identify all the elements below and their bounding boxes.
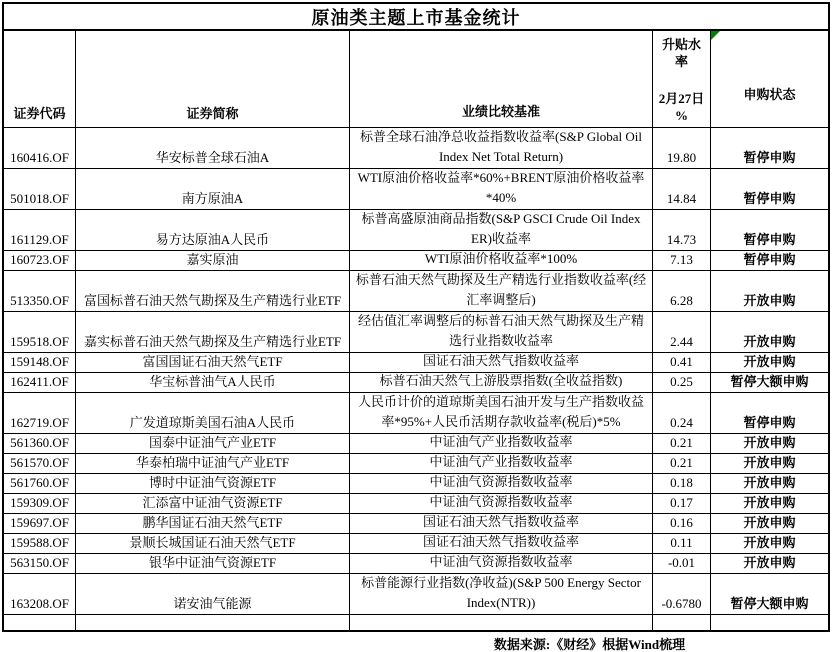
cell-premium: [653, 534, 711, 553]
cell-benchmark-text: WTI原油价格收益率*100%: [424, 251, 578, 266]
cell-name: [76, 474, 350, 493]
cell-status: [711, 128, 828, 168]
cell-status: [711, 574, 828, 614]
cell-premium: [653, 128, 711, 168]
cell-premium-text: 0.17: [670, 495, 693, 510]
cell-premium-text: 0.41: [670, 354, 693, 369]
cell-premium-text: 0.21: [670, 435, 693, 450]
cell-benchmark-text: 标普能源行业指数(净收益)(S&P 500 Energy Sector Index(NTR)): [361, 575, 641, 610]
cell-benchmark: [350, 534, 653, 553]
cell-code: [4, 554, 76, 573]
cell-name-text: 景顺长城国证石油天然气ETF: [129, 535, 296, 550]
cell-code-text: 161129.OF: [10, 232, 69, 247]
cell-status: [711, 554, 828, 573]
cell-code: [4, 210, 76, 250]
cell-premium: [653, 474, 711, 493]
cell-benchmark: [350, 169, 653, 209]
table-row: [4, 554, 828, 574]
cell-code: [4, 373, 76, 392]
cell-code: [4, 494, 76, 513]
cell-status: [711, 434, 828, 453]
cell-benchmark-text: 国证石油天然气指数收益率: [422, 534, 579, 549]
cell-status-text: 开放申购: [743, 455, 796, 470]
cell-benchmark: [350, 373, 653, 392]
cell-name-text: 银华中证油气资源ETF: [148, 555, 277, 570]
cell-name: [76, 312, 350, 352]
cell-benchmark-text: 标普石油天然气勘探及生产精选行业指数收益率(经汇率调整后): [355, 272, 647, 307]
cell-status-text: 暂停申购: [743, 415, 796, 430]
cell-code: [4, 251, 76, 270]
table-row: [4, 271, 828, 312]
cell-benchmark: [350, 554, 653, 573]
cell-status: [711, 534, 828, 553]
premium-date-label: 2月27日: [658, 91, 705, 106]
cell-status: [711, 454, 828, 473]
table-row: [4, 169, 828, 210]
cell-code-text: 561570.OF: [10, 455, 69, 470]
cell-name: [76, 554, 350, 573]
cell-name-text: 博时中证油气资源ETF: [148, 475, 277, 490]
cell-code: [4, 574, 76, 614]
cell-name-text: 富国国证石油天然气ETF: [142, 354, 283, 369]
table-row: [4, 474, 828, 494]
table-row: [4, 494, 828, 514]
cell-benchmark-text: 标普高盛原油商品指数(S&P GSCI Crude Oil Index ER)收益率: [361, 211, 641, 246]
cell-status-text: 暂停大额申购: [730, 374, 809, 389]
cell-name-text: 诺安油气能源: [173, 596, 252, 611]
cell-status-text: 暂停申购: [743, 252, 796, 267]
premium-date-unit-label: [659, 90, 705, 124]
cell-name: [76, 534, 350, 553]
cell-code-text: 163208.OF: [10, 596, 69, 611]
cell-status-text: 暂停申购: [743, 150, 796, 165]
cell-status: [711, 474, 828, 493]
cell-status-text: 开放申购: [743, 535, 796, 550]
cell-status: [711, 210, 828, 250]
cell-code-text: 563150.OF: [10, 555, 69, 570]
cell-premium: [653, 251, 711, 270]
cell-name: [76, 454, 350, 473]
cell-status-text: 开放申购: [743, 354, 796, 369]
cell-status: [711, 353, 828, 372]
cell-name: [76, 434, 350, 453]
cell-status-text: 暂停大额申购: [730, 596, 809, 611]
table-row: [4, 210, 828, 251]
table-row: [4, 514, 828, 534]
cell-name-text: 易方达原油A人民币: [155, 232, 270, 247]
cell-premium: [653, 454, 711, 473]
cell-status-text: 开放申购: [743, 475, 796, 490]
cell-code-text: 159697.OF: [10, 515, 69, 530]
cell-premium-text: 19.80: [666, 150, 697, 165]
cell-benchmark: [350, 494, 653, 513]
cell-name-text: 嘉实标普石油天然气勘探及生产精选行业ETF: [83, 334, 342, 349]
cell-premium-text: 0.18: [670, 475, 693, 490]
fund-statistics-table: [2, 2, 830, 632]
empty-cell: [76, 615, 350, 630]
cell-name-text: 国泰中证油气产业ETF: [148, 435, 277, 450]
cell-benchmark: [350, 312, 653, 352]
cell-status: [711, 514, 828, 533]
cell-code-text: 162411.OF: [10, 374, 69, 389]
table-row: [4, 353, 828, 373]
premium-unit-label: %: [674, 108, 688, 123]
table-row: [4, 128, 828, 169]
cell-status-text: 开放申购: [743, 334, 796, 349]
cell-name: [76, 251, 350, 270]
cell-code: [4, 353, 76, 372]
cell-status-text: 开放申购: [743, 435, 796, 450]
cell-premium-text: 0.21: [670, 455, 693, 470]
cell-name: [76, 393, 350, 433]
cell-premium-text: 0.24: [670, 415, 693, 430]
table-row: [4, 373, 828, 393]
col-header-code-label: 证券代码: [13, 106, 66, 121]
table-row: [4, 454, 828, 474]
cell-code-text: 159588.OF: [10, 535, 69, 550]
cell-code: [4, 393, 76, 433]
empty-cell: [653, 615, 711, 630]
cell-premium: [653, 574, 711, 614]
cell-benchmark-text: 人民币计价的道琼斯美国石油开发与生产指数收益率*95%+人民币活期存款收益率(税后)*5%: [357, 394, 644, 429]
table-body: [4, 128, 828, 615]
cell-code: [4, 434, 76, 453]
cell-code-text: 561360.OF: [10, 435, 69, 450]
cell-premium-text: 2.44: [670, 334, 693, 349]
cell-code-text: 159309.OF: [10, 495, 69, 510]
col-header-status-label: 申购状态: [743, 86, 796, 102]
cell-status: [711, 373, 828, 392]
cell-benchmark: [350, 353, 653, 372]
cell-status: [711, 271, 828, 311]
cell-code: [4, 474, 76, 493]
cell-name-text: 嘉实原油: [186, 252, 239, 267]
cell-benchmark: [350, 434, 653, 453]
col-header-code: [4, 31, 76, 127]
cell-premium-text: 14.73: [666, 232, 697, 247]
cell-benchmark-text: 中证油气资源指数收益率: [429, 554, 573, 569]
cell-status-text: 开放申购: [743, 515, 796, 530]
cell-benchmark: [350, 574, 653, 614]
cell-premium-text: 0.16: [670, 515, 693, 530]
cell-status-text: 暂停申购: [743, 232, 796, 247]
premium-rate-label: 升贴水率: [661, 37, 701, 69]
cell-premium: [653, 353, 711, 372]
cell-premium-text: -0.6780: [661, 596, 702, 611]
cell-benchmark-text: 标普全球石油净总收益指数收益率(S&P Global Oil Index Net Total Return): [360, 129, 642, 164]
cell-code-text: 561760.OF: [10, 475, 69, 490]
cell-name-text: 富国标普石油天然气勘探及生产精选行业ETF: [83, 293, 342, 308]
cell-benchmark-text: 经估值汇率调整后的标普石油天然气勘探及生产精选行业指数收益率: [357, 313, 644, 348]
cell-status: [711, 393, 828, 433]
cell-premium: [653, 434, 711, 453]
cell-name-text: 汇添富中证油气资源ETF: [142, 495, 283, 510]
cell-name-text: 广发道琼斯美国石油A人民币: [129, 415, 296, 430]
cell-name-text: 鹏华国证石油天然气ETF: [142, 515, 283, 530]
cell-premium: [653, 210, 711, 250]
cell-benchmark: [350, 454, 653, 473]
cell-premium-text: -0.01: [667, 555, 696, 570]
cell-name-text: 华泰柏瑞中证油气产业ETF: [135, 455, 290, 470]
cell-status: [711, 251, 828, 270]
cell-benchmark-text: 国证石油天然气指数收益率: [422, 353, 579, 368]
cell-benchmark: [350, 514, 653, 533]
cell-code: [4, 534, 76, 553]
table-row: [4, 574, 828, 615]
col-header-status: [711, 31, 828, 127]
col-header-name: [76, 31, 350, 127]
cell-name: [76, 353, 350, 372]
cell-benchmark: [350, 251, 653, 270]
cell-benchmark: [350, 474, 653, 493]
table-row: [4, 534, 828, 554]
cell-premium: [653, 554, 711, 573]
cell-code-text: 160416.OF: [10, 150, 69, 165]
cell-benchmark: [350, 128, 653, 168]
empty-cell: [350, 615, 653, 630]
table-row: [4, 393, 828, 434]
cell-benchmark: [350, 393, 653, 433]
table-row: [4, 312, 828, 353]
cell-name-text: 华安标普全球石油A: [155, 150, 270, 165]
cell-name: [76, 494, 350, 513]
cell-code-text: 501018.OF: [10, 191, 69, 206]
cell-premium: [653, 393, 711, 433]
col-header-benchmark: [350, 31, 653, 127]
cell-name-text: 华宝标普油气A人民币: [149, 374, 276, 389]
table-row: [4, 251, 828, 271]
cell-benchmark-text: WTI原油价格收益率*60%+BRENT原油价格收益率*40%: [357, 170, 645, 205]
cell-name: [76, 169, 350, 209]
cell-premium: [653, 494, 711, 513]
cell-name: [76, 373, 350, 392]
header-row: [4, 31, 828, 128]
col-header-premium: [653, 31, 711, 127]
cell-benchmark-text: 中证油气产业指数收益率: [429, 454, 573, 469]
cell-premium-text: 0.25: [670, 374, 693, 389]
cell-premium: [653, 169, 711, 209]
cell-benchmark: [350, 210, 653, 250]
table-row: [4, 434, 828, 454]
cell-premium: [653, 373, 711, 392]
cell-benchmark-text: 中证油气产业指数收益率: [429, 434, 573, 449]
cell-premium: [653, 312, 711, 352]
footer-row: [2, 633, 830, 652]
cell-status: [711, 312, 828, 352]
cell-status-text: 开放申购: [743, 293, 796, 308]
cell-code: [4, 454, 76, 473]
empty-cell: [4, 615, 76, 630]
col-header-name-label: 证券简称: [186, 106, 239, 121]
col-header-benchmark-label: 业绩比较基准: [461, 104, 540, 119]
empty-row: [4, 615, 828, 630]
cell-code: [4, 169, 76, 209]
cell-status: [711, 169, 828, 209]
cell-code-text: 162719.OF: [10, 415, 69, 430]
cell-premium: [653, 514, 711, 533]
cell-status-text: 开放申购: [743, 555, 796, 570]
cell-code-text: 513350.OF: [10, 293, 69, 308]
cell-benchmark: [350, 271, 653, 311]
cell-benchmark-text: 中证油气资源指数收益率: [429, 494, 573, 509]
cell-name: [76, 574, 350, 614]
cell-premium: [653, 271, 711, 311]
cell-code: [4, 271, 76, 311]
empty-cell: [711, 615, 828, 630]
cell-code: [4, 312, 76, 352]
cell-code-text: 159148.OF: [10, 354, 69, 369]
cell-code: [4, 128, 76, 168]
cell-status-text: 开放申购: [743, 495, 796, 510]
cell-error-indicator-icon: [711, 31, 720, 40]
cell-benchmark-text: 标普石油天然气上游股票指数(全收益指数): [379, 373, 623, 388]
cell-code: [4, 514, 76, 533]
cell-premium-text: 6.28: [670, 293, 693, 308]
table-title: 原油类主题上市基金统计: [4, 4, 828, 31]
cell-name: [76, 210, 350, 250]
cell-name-text: 南方原油A: [181, 191, 244, 206]
data-source-note: 数据来源:《财经》根据Wind梳理: [493, 636, 686, 652]
cell-premium-text: 14.84: [666, 191, 697, 206]
cell-name: [76, 271, 350, 311]
cell-benchmark-text: 中证油气资源指数收益率: [429, 474, 573, 489]
cell-status: [711, 494, 828, 513]
cell-name: [76, 128, 350, 168]
cell-code-text: 160723.OF: [10, 252, 69, 267]
cell-code-text: 159518.OF: [10, 334, 69, 349]
cell-name: [76, 514, 350, 533]
cell-benchmark-text: 国证石油天然气指数收益率: [422, 514, 579, 529]
cell-status-text: 暂停申购: [743, 191, 796, 206]
cell-premium-text: 7.13: [670, 252, 693, 267]
cell-premium-text: 0.11: [670, 535, 693, 550]
